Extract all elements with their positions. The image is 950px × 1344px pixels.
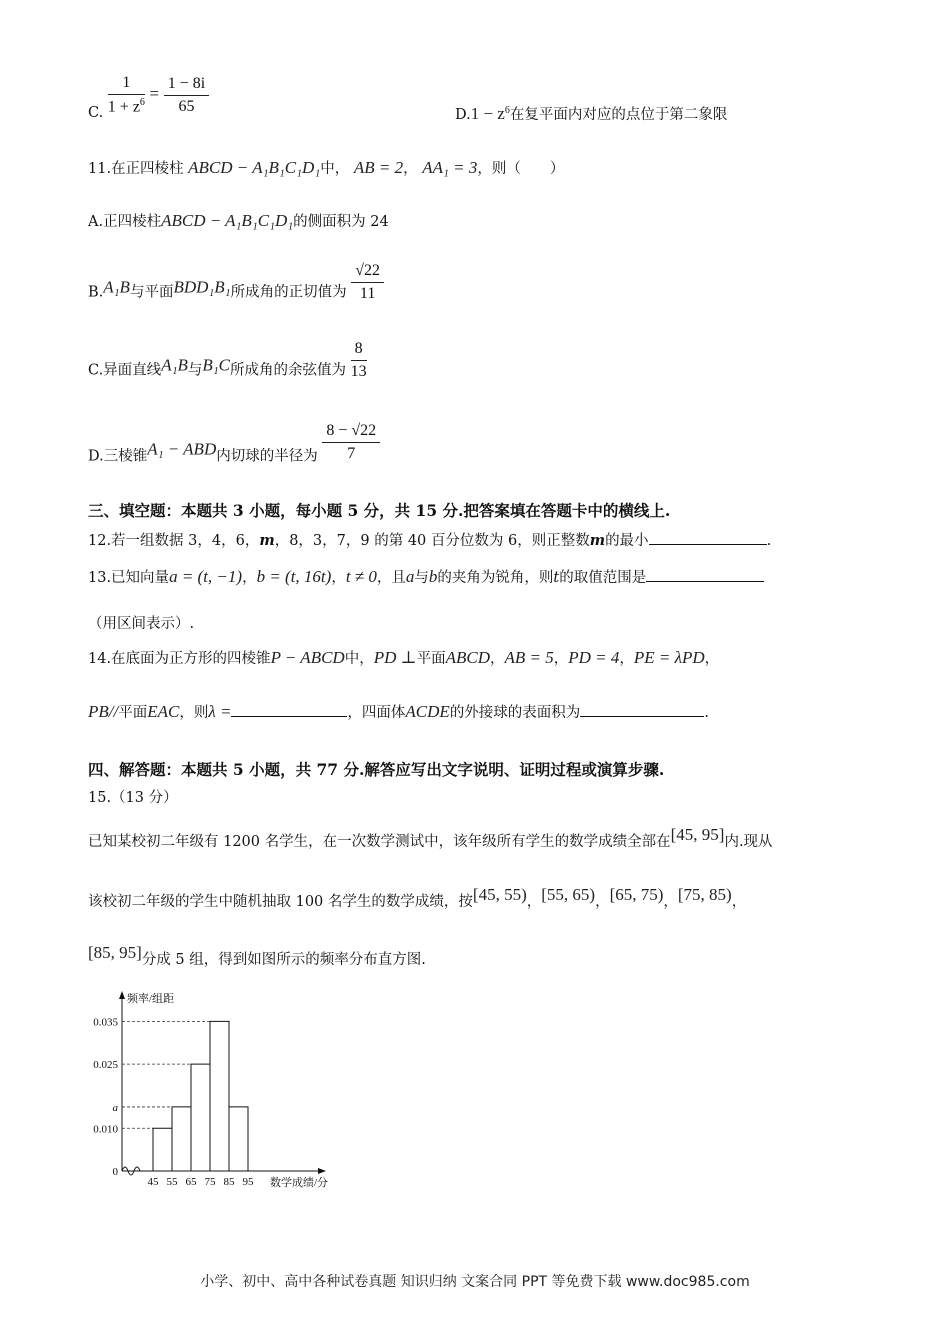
q11-stem: 11.在正四棱柱 ABCD − A₁B₁C₁D₁中， AB = 2， AA₁ = 3，则（ ） <box>88 158 565 177</box>
q11-option-c: C.异面直线A₁B与B₁C所成角的余弦值为 $\frac{8}{13}$ <box>88 340 367 380</box>
fraction <box>108 74 145 116</box>
q11-option-b: B.A₁B与平面BDD₁B₁所成角的正切值为 $\frac{√22}{11}$ <box>88 262 384 303</box>
q13: 13.已知向量a = (t, −1)，b = (t, 16t)，t ≠ 0，且a与b的夹角为锐角，则t的取值范围是 <box>88 566 764 587</box>
q15-head: 15.（13 分） <box>88 790 178 806</box>
q13-line2: （用区间表示）. <box>88 616 195 632</box>
numerator: 1 − 8i <box>164 75 209 96</box>
y-tick-label: a <box>112 1101 118 1114</box>
q10-option-d: $D.1 - z^6$在复平面内对应的点位于第二象限 <box>455 104 728 123</box>
denominator: $1 + z^6$ <box>107 97 145 116</box>
numerator: 1 <box>108 74 145 95</box>
x-tick-label: 65 <box>185 1176 197 1188</box>
q14: 14.在底面为正方形的四棱锥P − ABCD中，PD ⊥平面ABCD，AB = 5，PD = 4，PE = λPD， <box>88 648 720 667</box>
denominator: 65 <box>178 97 195 115</box>
x-tick-label: 75 <box>204 1176 216 1188</box>
section-heading: 四、解答题：本题共 5 小题，共 77 分.解答应写出文字说明、证明过程或演算步骤. <box>88 760 665 779</box>
q12: 12.若一组数据 3，4，6，m，8，3，7，9 的第 40 百分位数为 6，则正整数m的最小 . <box>88 532 772 549</box>
option-label: C. <box>88 105 104 122</box>
answer-blank[interactable] <box>646 567 764 582</box>
fraction <box>164 75 209 116</box>
x-tick-label: 95 <box>242 1176 254 1188</box>
equals-sign: = <box>149 84 160 104</box>
histogram-bar <box>210 1021 229 1171</box>
fraction: $\frac{8 - √22}{7}$ <box>322 422 380 463</box>
section-heading: 三、填空题：本题共 3 小题，每小题 5 分，共 15 分.把答案填在答题卡中的横线上. <box>88 501 671 520</box>
y-tick-label: 0.010 <box>93 1123 118 1136</box>
answer-blank[interactable] <box>580 702 704 717</box>
x-tick-label: 55 <box>166 1176 178 1188</box>
x-tick-label: 45 <box>147 1176 159 1188</box>
x-axis-label: 数学成绩/分 <box>270 1177 329 1189</box>
fraction: $\frac{8}{13}$ <box>350 340 367 380</box>
q15-paragraph-3: [85, 95]分成 5 组，得到如图所示的频率分布直方图. <box>88 943 426 968</box>
histogram-bar <box>191 1064 210 1171</box>
y-tick-label: 0.025 <box>93 1059 118 1072</box>
fraction: $\frac{√22}{11}$ <box>351 262 384 303</box>
q14-line2: PB//平面EAC，则λ = ，四面体ACDE的外接球的表面积为 . <box>88 702 709 721</box>
x-axis-arrow <box>318 1168 326 1174</box>
q11-option-d: D.三棱锥A₁ − ABD内切球的半径为 $\frac{8 - √22}{7}$ <box>88 422 380 466</box>
y-tick-label: 0 <box>112 1166 118 1178</box>
q15-paragraph-1: 已知某校初二年级有 1200 名学生，在一次数学测试中，该年级所有学生的数学成绩全部在[45, 95]内.现从 <box>88 825 773 850</box>
histogram-bar <box>153 1128 172 1171</box>
histogram-bar <box>172 1107 191 1171</box>
y-axis-label: 频率/组距 <box>127 993 175 1005</box>
q15-paragraph-2: 该校初二年级的学生中随机抽取 100 名学生的数学成绩，按[45, 55)，[55, 65)，[65, 75)，[75, 85)， <box>88 885 747 910</box>
q11-option-a: A.正四棱柱ABCD − A₁B₁C₁D₁的侧面积为 24 <box>88 211 389 230</box>
answer-blank[interactable] <box>649 530 767 545</box>
histogram-bar <box>229 1107 248 1171</box>
y-axis-arrow <box>119 991 125 999</box>
y-tick-label: 0.035 <box>93 1016 118 1029</box>
page-footer: 小学、初中、高中各种试卷真题 知识归纳 文案合同 PPT 等免费下载 www.doc985.com <box>200 1274 750 1290</box>
answer-blank[interactable] <box>231 702 347 717</box>
x-tick-label: 85 <box>223 1176 235 1188</box>
q10-option-c <box>88 74 209 121</box>
option-label: D. <box>455 107 471 123</box>
frequency-histogram <box>86 990 346 1190</box>
